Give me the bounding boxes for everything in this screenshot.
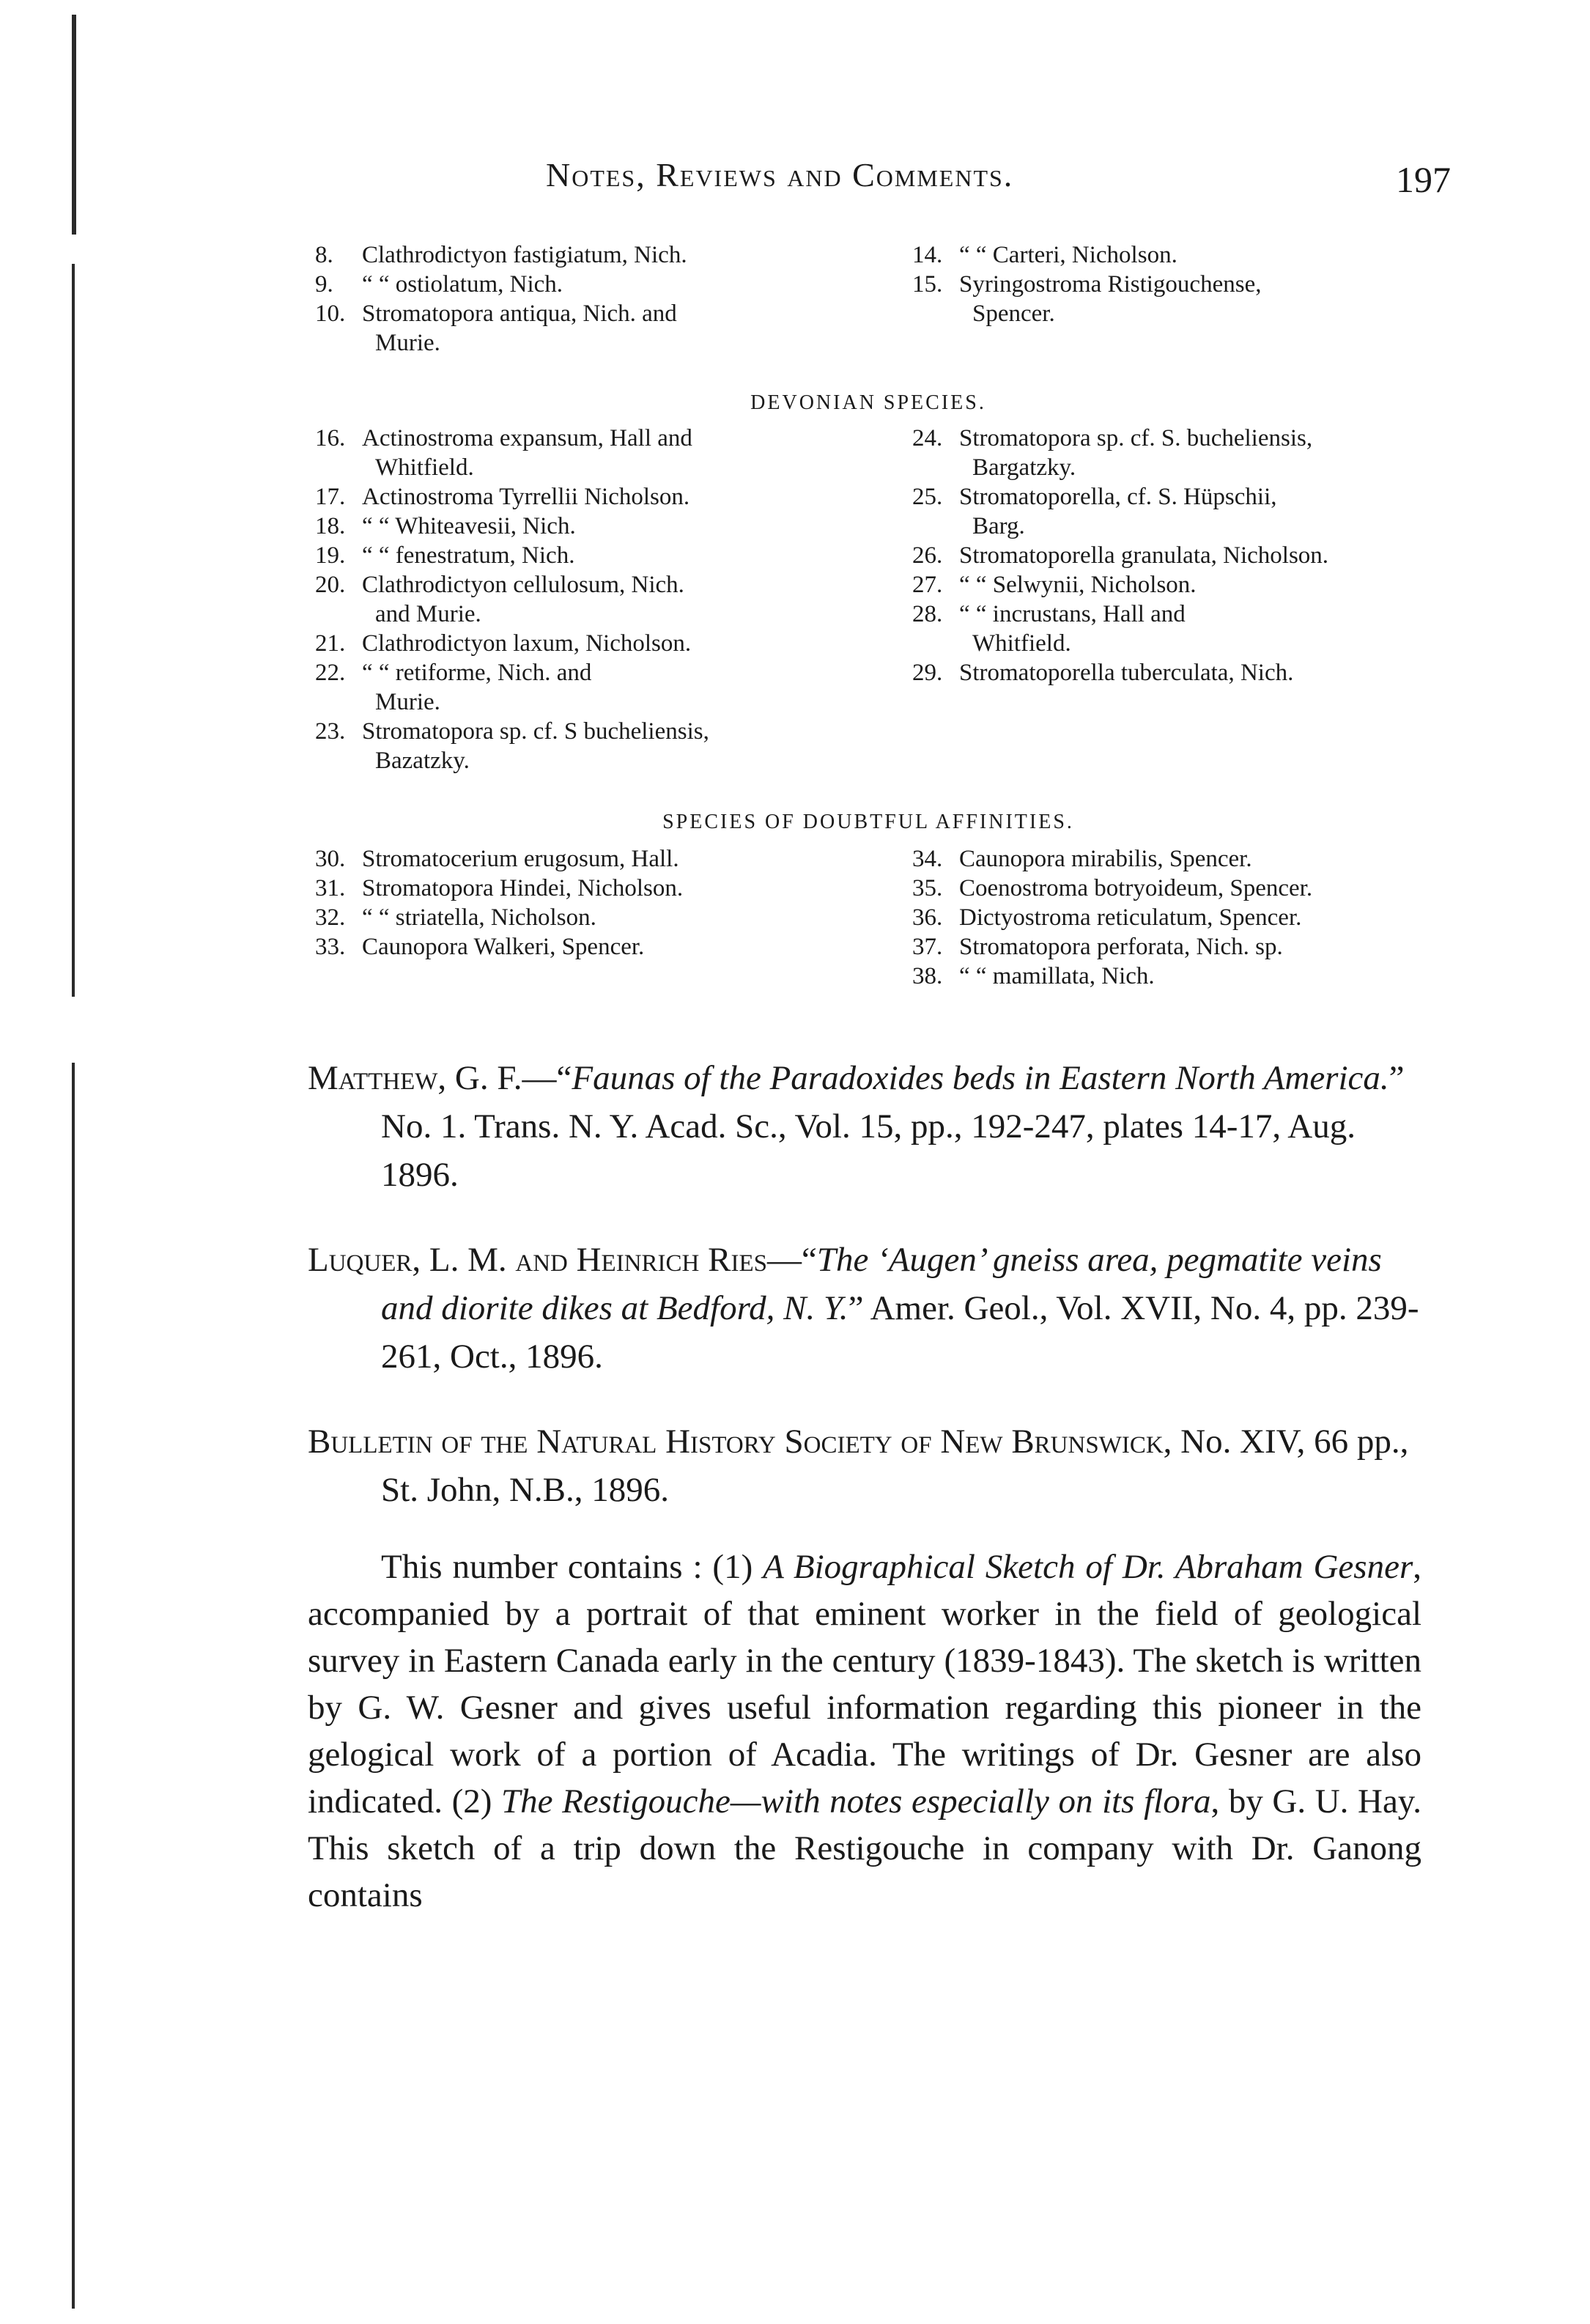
item-number: 35. [912, 875, 943, 901]
item-number: 15. [912, 271, 943, 298]
item-number: 33. [315, 934, 346, 960]
italic-title: The Restigouche—with notes especially on its flora [501, 1782, 1211, 1821]
species-name-line: “ “ retiforme, Nich. and [362, 660, 592, 686]
item-number: 28. [912, 601, 943, 627]
species-list-item [315, 658, 843, 717]
item-number: 22. [315, 660, 346, 686]
item-number: 17. [315, 484, 346, 510]
species-list-item [315, 903, 843, 932]
species-name-line: Stromatopora sp. cf. S. bucheliensis, [959, 425, 1313, 451]
scan-margin-line [72, 264, 75, 997]
species-list-item [912, 903, 1425, 932]
list-column-left [315, 844, 843, 962]
entry-author: Matthew, G. F. [308, 1059, 522, 1097]
species-list-item [315, 570, 843, 629]
item-number: 14. [912, 242, 943, 268]
species-name-line: “ “ incrustans, Hall and [959, 601, 1186, 627]
species-name-line: and Murie. [375, 601, 481, 627]
species-list-item [315, 541, 843, 570]
species-list-item [912, 240, 1425, 270]
species-name-line: Stromatopora antiqua, Nich. and [362, 300, 677, 327]
species-list-item [912, 962, 1425, 991]
section-heading-doubtful: SPECIES OF DOUBTFUL AFFINITIES. [662, 811, 1074, 833]
item-number: 31. [315, 875, 346, 901]
species-name-line: Murie. [375, 689, 440, 715]
species-name-line: Stromatoporella, cf. S. Hüpschii, [959, 484, 1277, 510]
species-name-line: Whitfield. [375, 454, 474, 481]
species-name-line: Spencer. [972, 300, 1055, 327]
species-list-item [315, 482, 843, 512]
species-list-item [912, 541, 1425, 570]
bibliographic-entries [308, 1054, 1421, 1514]
entry-matthew: Matthew, G. F.—“Faunas of the Paradoxides beds in Eastern North America.” No. 1. Trans. N. Y. Acad. Sc., Vol. 15, pp., 192-247, plates 14-17, Aug. 1896. [308, 1059, 1405, 1194]
species-list-item [912, 844, 1425, 874]
species-list-item [912, 570, 1425, 600]
species-name-line: Stromatoporella tuberculata, Nich. [959, 660, 1294, 686]
species-list-item [315, 240, 843, 270]
item-number: 23. [315, 718, 346, 745]
species-list-item [912, 270, 1425, 328]
species-name-line: “ “ Selwynii, Nicholson. [959, 572, 1197, 598]
item-number: 18. [315, 513, 346, 539]
species-list-item [315, 844, 843, 874]
item-number: 26. [912, 542, 943, 569]
item-number: 29. [912, 660, 943, 686]
species-name-line: Caunopora mirabilis, Spencer. [959, 846, 1252, 872]
species-list-item [912, 600, 1425, 658]
species-list-item [315, 874, 843, 903]
doubtful-heading-wrap [315, 808, 1421, 837]
species-name-line: “ “ Whiteavesii, Nich. [362, 513, 576, 539]
species-list-item [315, 932, 843, 962]
entry-citation: , No. XIV, 66 pp., St. John, N.B., 1896. [381, 1423, 1409, 1509]
item-number: 30. [315, 846, 346, 872]
entry-citation: ” Amer. Geol., Vol. XVII, No. 4, pp. 239-261, Oct., 1896. [381, 1289, 1419, 1376]
species-name-line: Stromatopora perforata, Nich. sp. [959, 934, 1283, 960]
section-heading-devonian: DEVONIAN SPECIES. [750, 391, 986, 414]
entry-title: The ‘Augen’ gneiss area, pegmatite veins and diorite dikes at Bedford, N. Y. [381, 1241, 1382, 1327]
list-column-right [912, 424, 1425, 687]
list-column-left [315, 424, 843, 775]
species-name-line: “ “ fenestratum, Nich. [362, 542, 575, 569]
item-number: 10. [315, 300, 346, 327]
item-number: 38. [912, 963, 943, 989]
page-number: 197 [1396, 159, 1451, 200]
species-name-line: Stromatoporella granulata, Nicholson. [959, 542, 1329, 569]
item-number: 20. [315, 572, 346, 598]
species-name-line: Murie. [375, 330, 440, 356]
species-list-devonian [315, 424, 1421, 797]
species-name-line: Clathrodictyon cellulosum, Nich. [362, 572, 684, 598]
item-number: 8. [315, 242, 333, 268]
entry-citation: ” No. 1. Trans. N. Y. Acad. Sc., Vol. 15, pp., 192-247, plates 14-17, Aug. 1896. [381, 1059, 1405, 1194]
species-name-line: Syringostroma Ristigouchense, [959, 271, 1262, 298]
species-list-silurian [315, 240, 1421, 387]
page-header [308, 155, 1451, 207]
devonian-heading-wrap [315, 388, 1421, 418]
item-number: 32. [315, 904, 346, 931]
scan-margin-line [72, 15, 76, 235]
item-number: 36. [912, 904, 943, 931]
entry-bulletin [308, 1417, 1421, 1514]
species-name-line: Bazatzky. [375, 748, 470, 774]
species-name-line: “ “ striatella, Nicholson. [362, 904, 596, 931]
scan-margin-line [72, 1063, 75, 2309]
species-list-item [315, 270, 843, 299]
item-number: 37. [912, 934, 943, 960]
item-number: 19. [315, 542, 346, 569]
species-list-item [315, 629, 843, 658]
species-name-line: “ “ Carteri, Nicholson. [959, 242, 1177, 268]
species-name-line: Stromatopora Hindei, Nicholson. [362, 875, 684, 901]
item-number: 9. [315, 271, 333, 298]
species-list-item [912, 658, 1425, 687]
species-list-item [912, 482, 1425, 541]
species-name-line: Coenostroma botryoideum, Spencer. [959, 875, 1313, 901]
item-number: 24. [912, 425, 943, 451]
species-name-line: Actinostroma Tyrrellii Nicholson. [362, 484, 690, 510]
species-name-line: Stromatocerium erugosum, Hall. [362, 846, 679, 872]
entry-author: Bulletin of the Natural History Society of New Brunswick [308, 1423, 1164, 1461]
entry-title: Faunas of the Paradoxides beds in Eastern North America. [572, 1059, 1389, 1097]
species-list-item [315, 717, 843, 775]
list-column-right [912, 240, 1425, 328]
item-number: 16. [315, 425, 346, 451]
running-head: Notes, Reviews and Comments. [546, 156, 1014, 193]
italic-title: A Biographical Sketch of Dr. Abraham Gesner [763, 1548, 1413, 1586]
species-list-item [315, 299, 843, 358]
entry-author: Luquer, L. M. and Heinrich Ries [308, 1241, 767, 1279]
species-list-item [912, 932, 1425, 962]
species-list-item [912, 874, 1425, 903]
species-name-line: Bargatzky. [972, 454, 1076, 481]
species-name-line: Clathrodictyon fastigiatum, Nich. [362, 242, 687, 268]
species-name-line: “ “ mamillata, Nich. [959, 963, 1155, 989]
item-number: 21. [315, 630, 346, 657]
list-column-left [315, 240, 843, 358]
species-name-line: Whitfield. [972, 630, 1071, 657]
species-name-line: “ “ ostiolatum, Nich. [362, 271, 563, 298]
item-number: 27. [912, 572, 943, 598]
species-name-line: Barg. [972, 513, 1025, 539]
species-list-item [315, 512, 843, 541]
entry-luquer: Luquer, L. M. and Heinrich Ries—“The ‘Augen’ gneiss area, pegmatite veins and diorite dikes at Bedford, N. Y.” Amer. Geol., Vol. XVII, No. 4, pp. 239-261, Oct., 1896. [308, 1241, 1419, 1376]
species-name-line: Clathrodictyon laxum, Nicholson. [362, 630, 692, 657]
species-name-line: Actinostroma expansum, Hall and [362, 425, 692, 451]
list-column-right [912, 844, 1425, 991]
species-list-doubtful [315, 844, 1421, 998]
species-name-line: Stromatopora sp. cf. S bucheliensis, [362, 718, 709, 745]
review-paragraph: This number contains : (1) A Biographical Sketch of Dr. Abraham Gesner, accompanied by a portrait of that eminent worker in the field of geological survey in Eastern Canada early in the century (1839-1843). The sketch is written by G. W. Gesner and gives useful information regarding this pioneer in the gelogical work of a portion of Acadia. The writings of Dr. Gesner are also indicated. (2) The Restigouche—with notes especially on its flora, by G. U. Hay. This sketch of a trip down the Restigouche in company with Dr. Ganong contains [308, 1548, 1422, 1914]
item-number: 34. [912, 846, 943, 872]
item-number: 25. [912, 484, 943, 510]
species-name-line: Caunopora Walkeri, Spencer. [362, 934, 645, 960]
species-list-item [912, 424, 1425, 482]
species-name-line: Dictyostroma reticulatum, Spencer. [959, 904, 1302, 931]
species-list-item [315, 424, 843, 482]
